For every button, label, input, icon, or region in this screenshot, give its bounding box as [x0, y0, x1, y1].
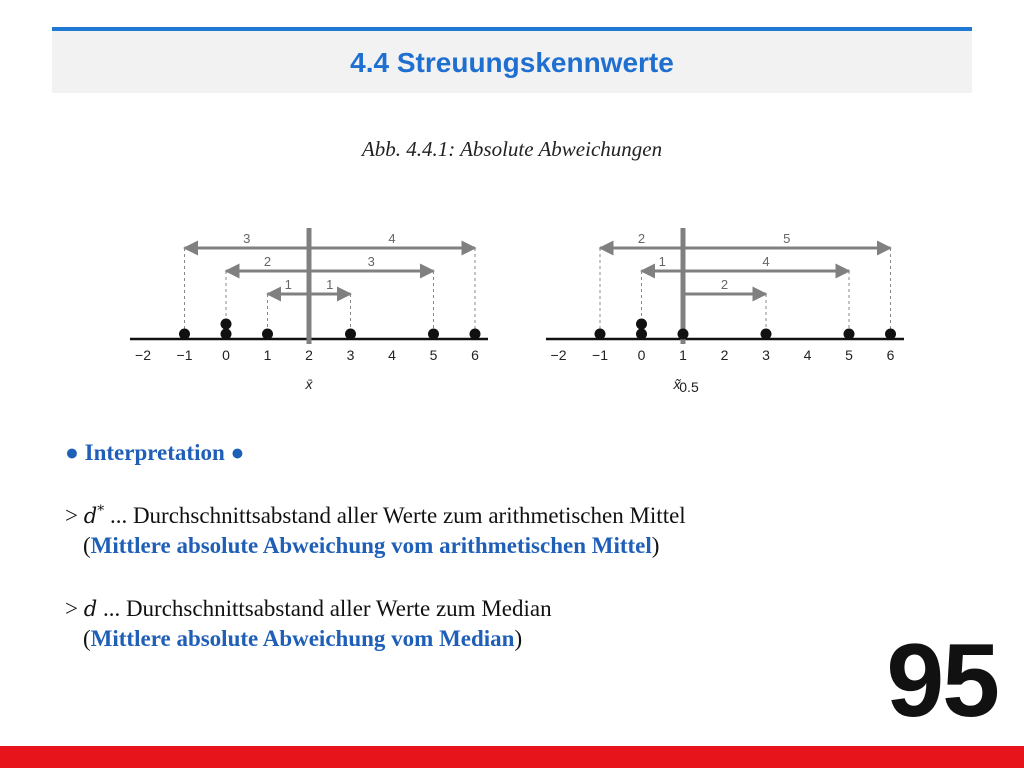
center-label: x̄ [305, 376, 313, 392]
item-mean-text: ... Durchschnittsabstand aller Werte zum arithmetischen Mittel [104, 503, 686, 528]
tick-label: 5 [845, 347, 853, 363]
data-point [262, 329, 273, 340]
symbol-d: d [83, 597, 98, 621]
data-point [844, 329, 855, 340]
tick-label: −1 [176, 347, 193, 363]
item-median-highlight: Mittlere absolute Abweichung vom Median [90, 626, 515, 651]
tick-label: −1 [592, 347, 608, 363]
symbol-d-star: d* [83, 503, 105, 528]
item-median-text: ... Durchschnittsabstand aller Werte zum Median [97, 596, 552, 621]
footer-bar [0, 746, 1024, 768]
tick-label: 1 [679, 347, 687, 363]
item-mean-highlight: Mittlere absolute Abweichung vom arithmetischen Mittel [90, 533, 652, 558]
interpretation-label: ● Interpretation ● [65, 440, 245, 465]
interpretation-heading [65, 438, 244, 468]
center-label-subscript: 0.5 [679, 379, 699, 395]
data-point [636, 319, 647, 330]
deviation-label: 4 [388, 231, 396, 246]
data-point [885, 329, 896, 340]
data-point [345, 329, 356, 340]
deviation-label: 2 [263, 254, 272, 269]
tick-label: 4 [803, 347, 812, 363]
tick-label: 2 [720, 347, 729, 363]
tick-label: 4 [388, 347, 396, 363]
tick-label: 5 [429, 347, 438, 363]
deviation-label: 4 [762, 254, 770, 269]
deviation-label: 2 [720, 277, 729, 292]
item-mean-deviation: > d* ... Durchschnittsabstand aller Werte zum arithmetischen Mittel (Mittlere absolute Abweichung vom arithmetischen Mittel) [65, 503, 686, 558]
data-point [221, 329, 232, 340]
tick-label: 2 [305, 347, 313, 363]
data-point [678, 329, 689, 340]
tick-label: 6 [471, 347, 479, 363]
data-point [761, 329, 772, 340]
deviation-label: 1 [326, 277, 334, 292]
tick-label: 3 [346, 347, 355, 363]
deviation-label: 3 [243, 231, 251, 246]
tick-label: 0 [637, 347, 646, 363]
tick-label: 0 [222, 347, 230, 363]
item-median-deviation: > d ... Durchschnittsabstand aller Werte zum Median (Mittlere absolute Abweichung vom Median) [65, 596, 552, 651]
tick-label: −2 [135, 347, 151, 363]
data-point [179, 329, 190, 340]
deviation-label: 2 [637, 231, 646, 246]
tick-label: −2 [550, 347, 567, 363]
tick-label: 3 [762, 347, 770, 363]
tick-label: 6 [886, 347, 895, 363]
deviation-label: 5 [783, 231, 791, 246]
data-point [595, 329, 606, 340]
deviation-label: 3 [367, 254, 375, 269]
deviation-label: 1 [284, 277, 292, 292]
center-label: x̃ [673, 376, 681, 392]
data-point [428, 329, 439, 340]
data-point [221, 319, 232, 330]
data-point [470, 329, 481, 340]
tick-label: 1 [263, 347, 272, 363]
figure-caption: Abb. 4.4.1: Absolute Abweichungen [361, 137, 663, 161]
page-number: 95 [886, 623, 998, 739]
data-point [636, 329, 647, 340]
slide-title: 4.4 Streuungskennwerte [350, 47, 674, 78]
deviation-label: 1 [658, 254, 666, 269]
